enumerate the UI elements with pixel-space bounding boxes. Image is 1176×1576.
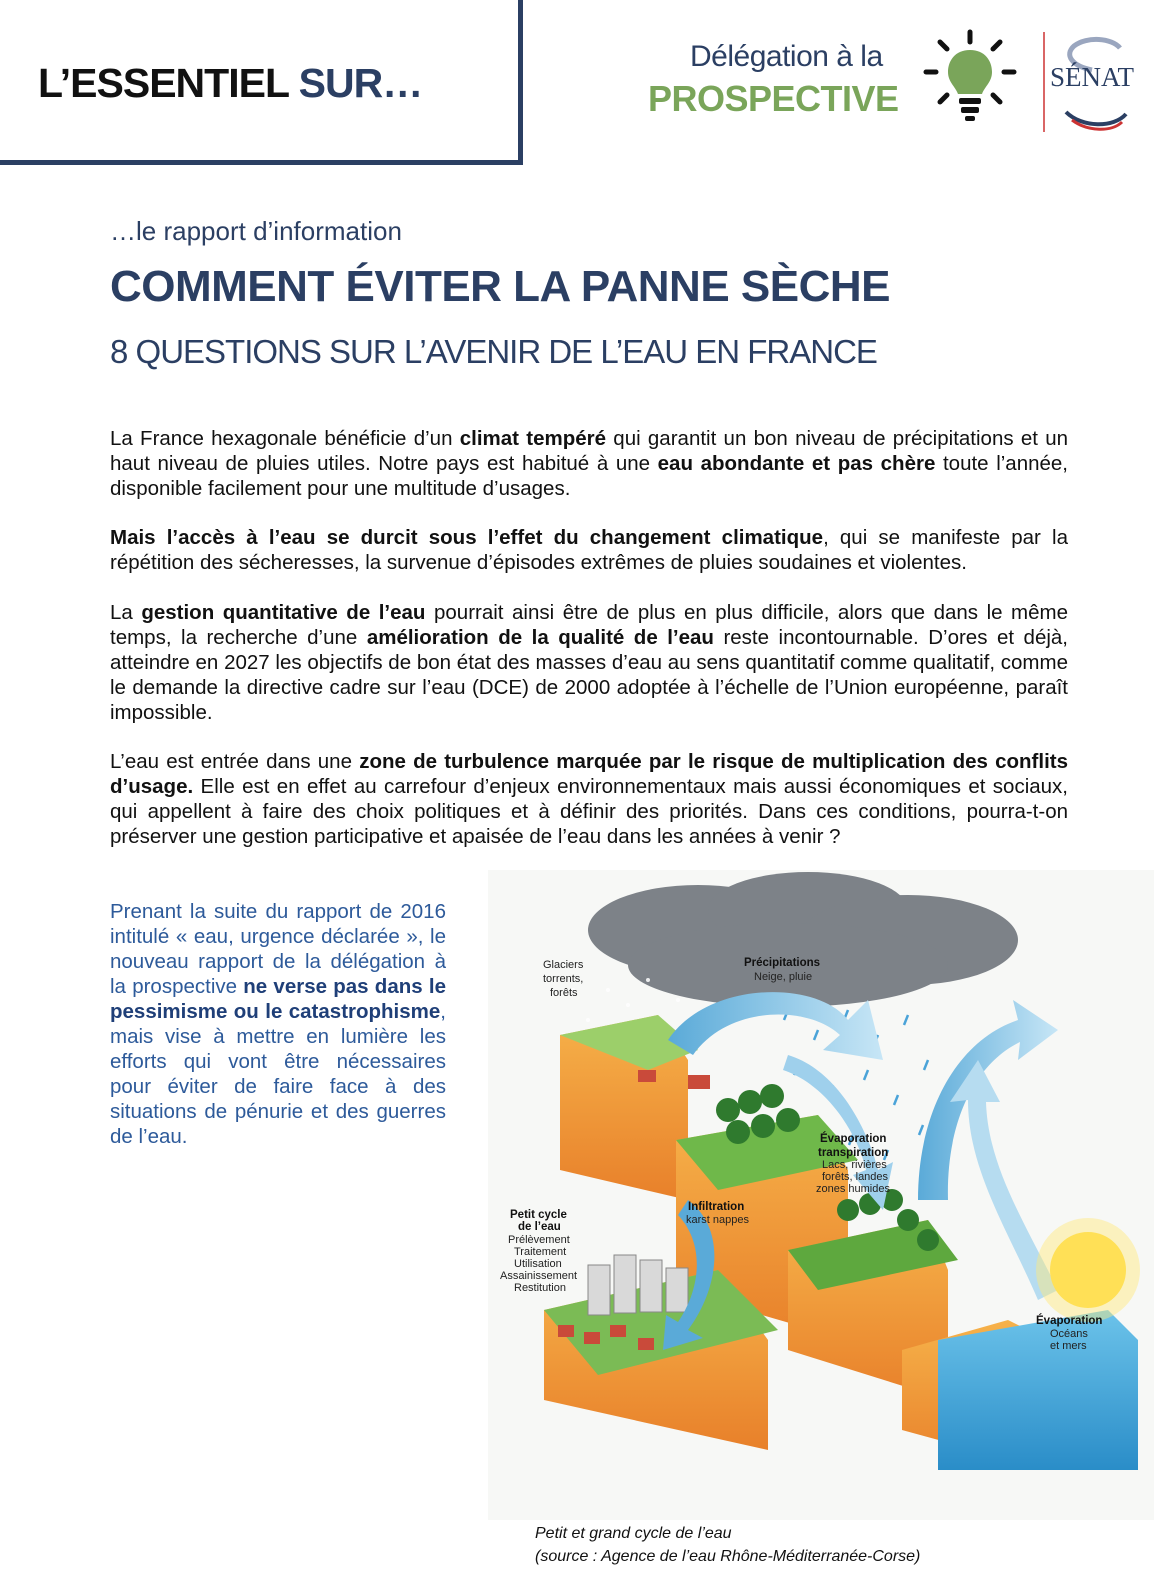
page-subtitle: 8 QUESTIONS SUR L’AVENIR DE L’EAU EN FRANCE [110, 333, 877, 370]
side-text: Prenant la suite du rapport de 2016 intitulé « eau, urgence déclarée », le nouveau rapport de la délégation à la prospective ne verse pas dans le pessimisme ou le catastrophisme, mais vise à mettre en lumière les efforts qui vont être nécessaires pour éviter de faire face à des situations de pénurie et des guerres de l’eau. [110, 900, 446, 1148]
lightbulb-icon [922, 28, 1018, 124]
label-restitution: Restitution [514, 1282, 566, 1294]
caption-source: (source : Agence de l’eau Rhône-Méditerranée-Corse) [535, 1548, 921, 1565]
report-kicker: …le rapport d’information [110, 216, 402, 246]
label-traitement: Traitement [514, 1246, 567, 1258]
paragraph-climate-change: Mais l’accès à l’eau se durcit sous l’effet du changement climatique, qui se manifeste par la répétition des sécheresses, la survenue d’épisodes extrêmes de pluies soudaines et violentes. [110, 526, 1068, 574]
label-torrents: torrents, [543, 973, 584, 985]
senat-logo [1042, 28, 1142, 136]
essentiel-heading: L’ESSENTIEL SUR… [38, 60, 423, 106]
label-oceans: Océans [1050, 1328, 1088, 1340]
label-lacs: Lacs, rivières [822, 1159, 887, 1171]
label-infiltration: Infiltration [688, 1201, 745, 1213]
caption-title: Petit et grand cycle de l’eau [535, 1525, 732, 1542]
label-zones-humides: zones humides [816, 1183, 890, 1195]
label-assainissement: Assainissement [500, 1270, 578, 1282]
paragraph-climate: La France hexagonale bénéficie d’un climat tempéré qui garantit un bon niveau de précipitations et un haut niveau de pluies utiles. Notre pays est habitué à une eau abondante et pas chère toute l’année, disponible facilement pour une multitude d’usages. [110, 427, 1069, 500]
label-landes: forêts, landes [822, 1171, 889, 1183]
sun-icon [1036, 1218, 1140, 1322]
label-evaporation-ocean: Évaporation [1036, 1315, 1103, 1327]
label-karst: karst nappes [686, 1214, 749, 1226]
page-title: COMMENT ÉVITER LA PANNE SÈCHE [110, 262, 890, 311]
label-forets: forêts [550, 987, 578, 999]
diagram-caption [535, 1522, 920, 1568]
label-glaciers: Glaciers [543, 959, 584, 971]
label-prelevement: Prélèvement [508, 1234, 570, 1246]
label-utilisation: Utilisation [514, 1258, 562, 1270]
paragraph-water-management: La gestion quantitative de l’eau pourrait ainsi être de plus en plus difficile, alors que dans le même temps, la recherche d’une amélioration de la qualité de l’eau reste incontournable. D’ores et déjà, atteindre en 2027 les objectifs de bon état des masses d’eau au sens quantitatif comme qualitatif, comme le demande la directive cadre sur l’eau (DCE) de 2000 adoptée à l’échelle de l’Union européenne, paraît impossible. [110, 601, 1069, 724]
label-transpiration: transpiration [818, 1147, 889, 1159]
water-cycle-diagram [488, 870, 1154, 1520]
delegation-label: Délégation à la [690, 40, 883, 73]
prospective-label: PROSPECTIVE [648, 78, 899, 119]
label-et-mers: et mers [1050, 1340, 1087, 1352]
senat-text: SÉNAT [1049, 62, 1134, 92]
label-evaporation: Évaporation [820, 1133, 887, 1145]
label-neige-pluie: Neige, pluie [754, 971, 813, 983]
label-petit-cycle: Petit cycle [510, 1209, 567, 1221]
label-precipitations: Précipitations [744, 957, 821, 969]
paragraph-conflicts: L’eau est entrée dans une zone de turbulence marquée par le risque de multiplication des conflits d’usage. Elle est en effet au carrefour d’enjeux environnementaux mais aussi économiques et sociaux, qui appellent à faire des choix politiques et à définir des priorités. Dans ces conditions, pourra-t-on préserver une gestion participative et apaisée de l’eau dans les années à venir ? [110, 750, 1068, 848]
label-de-leau: de l’eau [518, 1221, 561, 1233]
